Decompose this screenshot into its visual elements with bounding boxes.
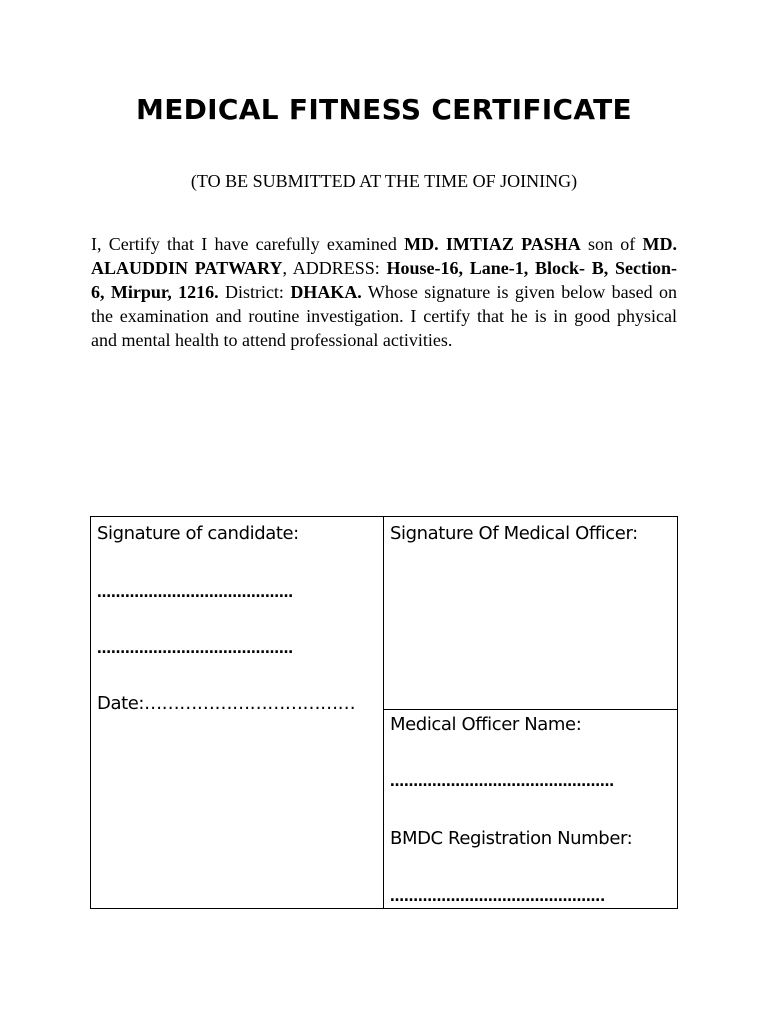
statement-text-2: son of [580,234,643,254]
signature-table [90,516,678,909]
medical-officer-details-cell [384,710,677,908]
statement-text-1: I, Certify that I have carefully examined [91,234,405,254]
candidate-signature-cell [91,517,384,908]
bmdc-registration-line[interactable]: ………………………………………. [390,889,606,905]
certificate-title: MEDICAL FITNESS CERTIFICATE [136,93,632,126]
candidate-signature-line[interactable]: …………………………………… [97,585,293,601]
medical-officer-name-label: Medical Officer Name: [390,714,582,735]
medical-officer-name-line[interactable]: ………………………………………… [390,774,614,790]
candidate-district: DHAKA. [290,282,362,302]
candidate-signature-line-2[interactable]: …………………………………… [97,641,293,657]
medical-officer-signature-label: Signature Of Medical Officer: [390,523,638,544]
father-name: MD. ALAUDDIN PATWARY [91,234,678,278]
candidate-signature-label: Signature of candidate: [97,523,299,544]
candidate-address: House-16, Lane-1, Block- B, Section- 6, Mirpur, 1216. [91,258,678,302]
medical-officer-signature-cell [384,517,677,710]
candidate-name: MD. IMTIAZ PASHA [404,234,581,254]
statement-text-5: Whose signature is given below based on the examination and routine investigation. I certify that he is in good physical and mental health to attend professional activities. [91,282,677,350]
certificate-subtitle: (TO BE SUBMITTED AT THE TIME OF JOINING) [190,171,578,191]
statement-text-3: , ADDRESS: [282,258,387,278]
date-field[interactable]: Date:……………………………… [97,693,356,714]
certification-statement [91,232,677,352]
bmdc-registration-label: BMDC Registration Number: [390,828,633,849]
statement-text-4: District: [218,282,291,302]
